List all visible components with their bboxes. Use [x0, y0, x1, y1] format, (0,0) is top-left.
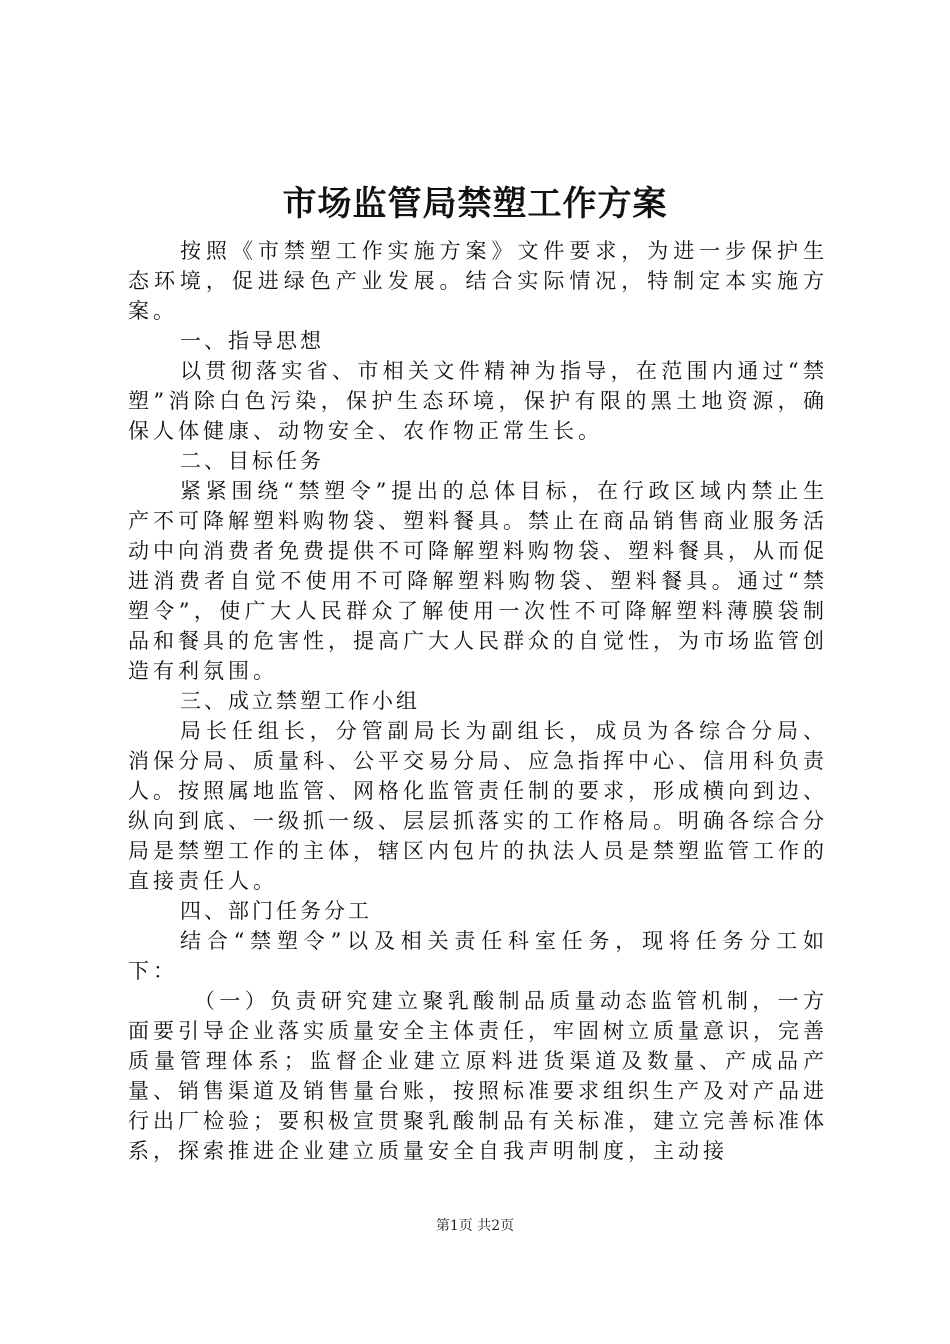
guiding-ideology-paragraph: 以贯彻落实省、市相关文件精神为指导，在范围内通过“禁塑”消除白色污染，保护生态环境，保护有限的黑土地资源，确保人体健康、动物安全、农作物正常生长。: [128, 359, 828, 443]
task-division-intro-paragraph: 结合“禁塑令”以及相关责任科室任务，现将任务分工如下：: [128, 929, 828, 983]
section-heading-target-tasks: 二、目标任务: [180, 449, 324, 473]
section-heading-guiding-ideology: 一、指导思想: [180, 329, 324, 353]
document-title: 市场监管局禁塑工作方案: [282, 184, 668, 224]
working-group-paragraph: 局长任组长，分管副局长为副组长，成员为各综合分局、消保分局、质量科、公平交易分局、应急指挥中心、信用科负责人。按照属地监管、网格化监管责任制的要求，形成横向到边、纵向到底、一级抓一级、层层抓落实的工作格局。明确各综合分局是禁塑工作的主体，辖区内包片的执法人员是禁塑监管工作的直接责任人。: [128, 719, 828, 893]
document-body: [128, 236, 828, 1166]
target-tasks-paragraph: 紧紧围绕“禁塑令”提出的总体目标，在行政区域内禁止生产不可降解塑料购物袋、塑料餐具。禁止在商品销售商业服务活动中向消费者免费提供不可降解塑料购物袋、塑料餐具，从而促进消费者自觉不使用不可降解塑料购物袋、塑料餐具。通过“禁塑令”，使广大人民群众了解使用一次性不可降解塑料薄膜袋制品和餐具的危害性，提高广大人民群众的自觉性，为市场监管创造有利氛围。: [128, 479, 828, 683]
task-item-one-paragraph: （一）负责研究建立聚乳酸制品质量动态监管机制，一方面要引导企业落实质量安全主体责任，牢固树立质量意识，完善质量管理体系；监督企业建立原料进货渠道及数量、产成品产量、销售渠道及销售量台账，按照标准要求组织生产及对产品进行出厂检验；要积极宣贯聚乳酸制品有关标准，建立完善标准体系，探索推进企业建立质量安全自我声明制度，主动接: [128, 989, 828, 1163]
page-number-footer: 第1页 共2页: [435, 1218, 515, 1234]
intro-paragraph: 按照《市禁塑工作实施方案》文件要求，为进一步保护生态环境，促进绿色产业发展。结合实际情况，特制定本实施方案。: [128, 239, 828, 323]
section-heading-working-group: 三、成立禁塑工作小组: [180, 689, 420, 713]
section-heading-task-division: 四、部门任务分工: [180, 899, 372, 923]
